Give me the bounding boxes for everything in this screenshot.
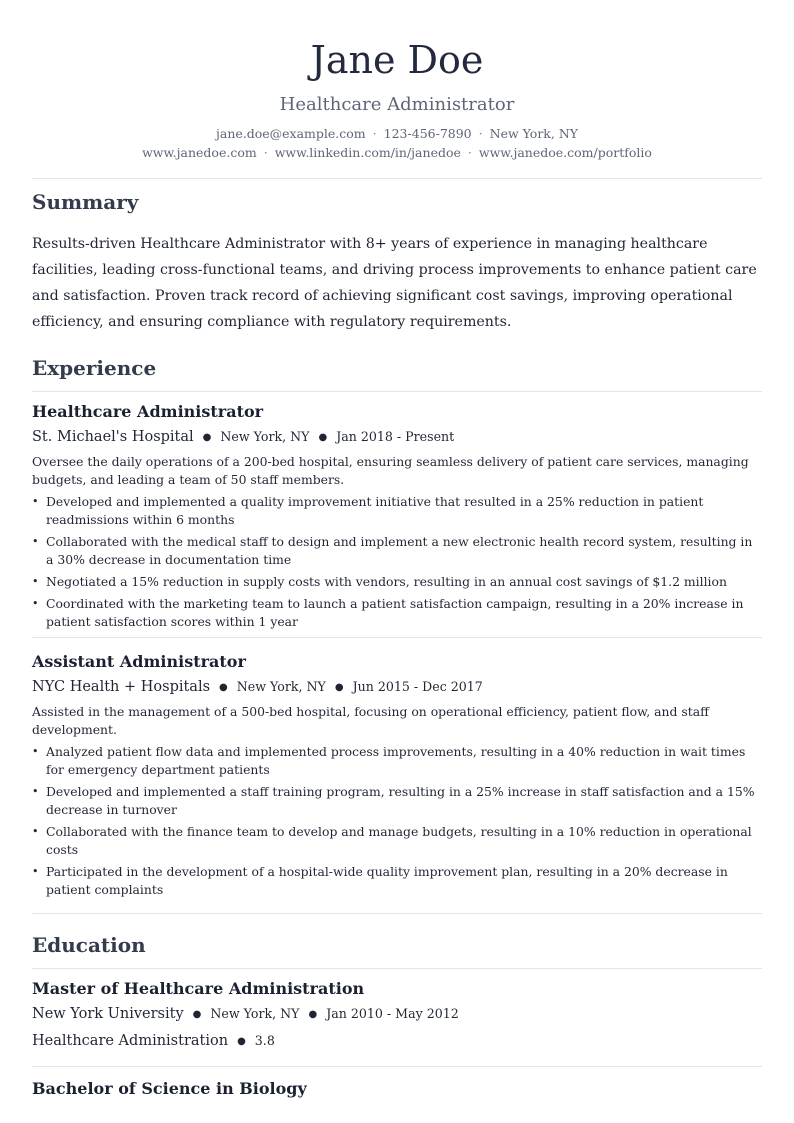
achievement-list (32, 493, 762, 631)
contact-separator: · (263, 145, 268, 160)
job-description: Oversee the daily operations of a 200-bed hospital, ensuring seamless delivery of patient care services, managing budgets, and leading a team of 50 staff members. (32, 454, 749, 487)
bullet-separator: ● (318, 432, 328, 443)
resume-header (32, 38, 762, 162)
list-item (32, 823, 762, 859)
list-item (32, 783, 762, 819)
experience-heading: Experience (32, 356, 157, 380)
bullet-separator: ● (192, 1009, 202, 1020)
contact-separator: · (467, 145, 472, 160)
school-name: New York University (32, 1006, 184, 1022)
bullet-separator: ● (202, 432, 212, 443)
list-item (32, 493, 762, 529)
contact-separator: · (372, 126, 377, 141)
divider (32, 637, 762, 638)
divider (32, 913, 762, 914)
bullet-dot-icon: • (32, 785, 39, 798)
school-location: New York, NY (210, 1006, 300, 1021)
list-item (32, 533, 762, 569)
achievement-text: Participated in the development of a hospital-wide quality improvement plan, resulting in a 20% decrease in patient complaints (46, 864, 728, 897)
linkedin-link[interactable]: www.linkedin.com/in/janedoe (274, 145, 461, 160)
job-meta (32, 678, 762, 698)
phone-number: 123-456-7890 (383, 126, 472, 141)
degree-name: Master of Healthcare Administration (32, 979, 365, 998)
bullet-dot-icon: • (32, 495, 39, 508)
education-meta (32, 1005, 762, 1025)
education-entry (32, 979, 762, 1052)
divider (32, 968, 762, 969)
bullet-separator: ● (237, 1036, 246, 1047)
job-dates: Jan 2018 - Present (336, 429, 455, 444)
bullet-separator: ● (219, 682, 228, 693)
job-description: Assisted in the management of a 500-bed hospital, focusing on operational efficiency, patient flow, and staff development. (32, 704, 709, 737)
achievement-text: Negotiated a 15% reduction in supply costs with vendors, resulting in an annual cost savings of $1.2 million (46, 574, 727, 589)
bullet-separator: ● (334, 682, 344, 693)
achievement-text: Developed and implemented a staff training program, resulting in a 25% increase in staff satisfaction and a 15% decrease in turnover (46, 784, 755, 817)
job-title: Assistant Administrator (32, 652, 246, 671)
location-text: New York, NY (489, 126, 579, 141)
education-section (32, 932, 762, 1099)
job-title: Healthcare Administrator (32, 402, 264, 421)
website-link[interactable]: www.janedoe.com (142, 145, 257, 160)
bullet-dot-icon: • (32, 597, 39, 610)
list-item (32, 595, 762, 631)
education-entry (32, 1079, 762, 1099)
education-field-row (32, 1032, 762, 1052)
job-entry (32, 652, 762, 899)
summary-text: Results-driven Healthcare Administrator with 8+ years of experience in managing healthcare facilities, leading cross-functional teams, and driving process improvements to enhance patient care and satisfaction. Proven track record of achieving significant cost savings, improving operational efficiency, and ensuring compliance with regulatory requirements. (32, 236, 757, 330)
portfolio-link[interactable]: www.janedoe.com/portfolio (478, 145, 652, 160)
bullet-dot-icon: • (32, 865, 39, 878)
contact-info (32, 124, 762, 162)
divider (32, 178, 762, 179)
bullet-separator: ● (308, 1009, 318, 1020)
bullet-dot-icon: • (32, 825, 39, 838)
job-location: New York, NY (220, 429, 310, 444)
bullet-dot-icon: • (32, 745, 39, 758)
list-item (32, 743, 762, 779)
candidate-name: Jane Doe (310, 38, 484, 82)
bullet-dot-icon: • (32, 535, 39, 548)
summary-section (32, 189, 762, 335)
achievement-text: Analyzed patient flow data and implemented process improvements, resulting in a 40% reduction in wait times for emergency department patients (46, 744, 746, 777)
email-link[interactable]: jane.doe@example.com (215, 126, 366, 141)
achievement-text: Coordinated with the marketing team to launch a patient satisfaction campaign, resulting in a 20% increase in patient satisfaction scores within 1 year (46, 596, 744, 629)
contact-separator: · (478, 126, 483, 141)
summary-heading: Summary (32, 190, 139, 214)
job-location: New York, NY (236, 679, 326, 694)
degree-name: Bachelor of Science in Biology (32, 1079, 307, 1098)
achievement-text: Developed and implemented a quality improvement initiative that resulted in a 25% reduction in patient readmissions within 6 months (46, 494, 704, 527)
job-entry (32, 402, 762, 631)
employer-name: St. Michael's Hospital (32, 429, 194, 445)
achievement-text: Collaborated with the finance team to develop and manage budgets, resulting in a 10% reduction in operational costs (46, 824, 752, 857)
contact-row-links (32, 143, 762, 162)
experience-section (32, 355, 762, 914)
employer-name: NYC Health + Hospitals (32, 679, 211, 695)
education-heading: Education (32, 933, 146, 957)
candidate-title: Healthcare Administrator (279, 94, 515, 115)
list-item (32, 863, 762, 899)
divider (32, 1066, 762, 1067)
gpa-value: 3.8 (254, 1033, 275, 1048)
achievement-text: Collaborated with the medical staff to design and implement a new electronic health record system, resulting in a 30% decrease in documentation time (46, 534, 753, 567)
list-item (32, 573, 762, 591)
job-meta (32, 428, 762, 448)
contact-row-primary (32, 124, 762, 143)
divider (32, 391, 762, 392)
education-dates: Jan 2010 - May 2012 (326, 1006, 459, 1021)
achievement-list (32, 743, 762, 899)
job-dates: Jun 2015 - Dec 2017 (352, 679, 483, 694)
bullet-dot-icon: • (32, 575, 39, 588)
field-of-study: Healthcare Administration (32, 1033, 229, 1049)
